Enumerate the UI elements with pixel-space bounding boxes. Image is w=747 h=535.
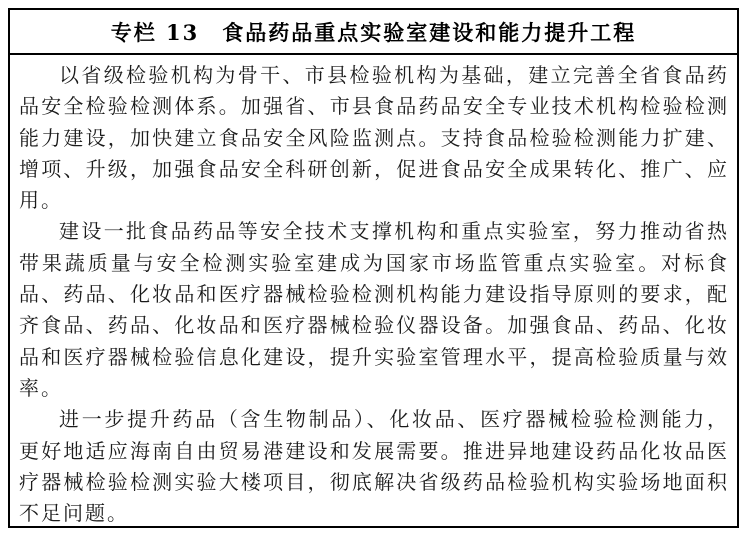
column-title-bar (10, 10, 737, 55)
column-title: 专栏 13 食品药品重点实验室建设和能力提升工程 (110, 19, 637, 45)
paragraph-2: 建设一批食品药品等安全技术支撑机构和重点实验室，努力推动省热带果蔬质量与安全检测实验室建成为国家市场监管重点实验室。对标食品、药品、化妆品和医疗器械检验检测机构能力建设指导原则的要求，配齐食品、药品、化妆品和医疗器械检验仪器设备。加强食品、药品、化妆品和医疗器械检验信息化建设，提升实验室管理水平，提高检验质量与效率。 (19, 219, 729, 400)
paragraph-3: 进一步提升药品（含生物制品）、化妆品、医疗器械检验检测能力，更好地适应海南自由贸易港建设和发展需要。推进异地建设药品化妆品医疗器械检验检测实验大楼项目，彻底解决省级药品检验机构实验场地面积不足问题。 (19, 407, 729, 526)
paragraph-1: 以省级检验机构为骨干、市县检验机构为基础，建立完善全省食品药品安全检验检测体系。加强省、市县食品药品安全专业技术机构检验检测能力建设，加快建立食品安全风险监测点。支持食品检验检测能力扩建、增项、升级，加强食品安全科研创新，促进食品安全成果转化、推广、应用。 (19, 63, 729, 213)
column-box (8, 8, 739, 528)
column-body (10, 55, 737, 529)
